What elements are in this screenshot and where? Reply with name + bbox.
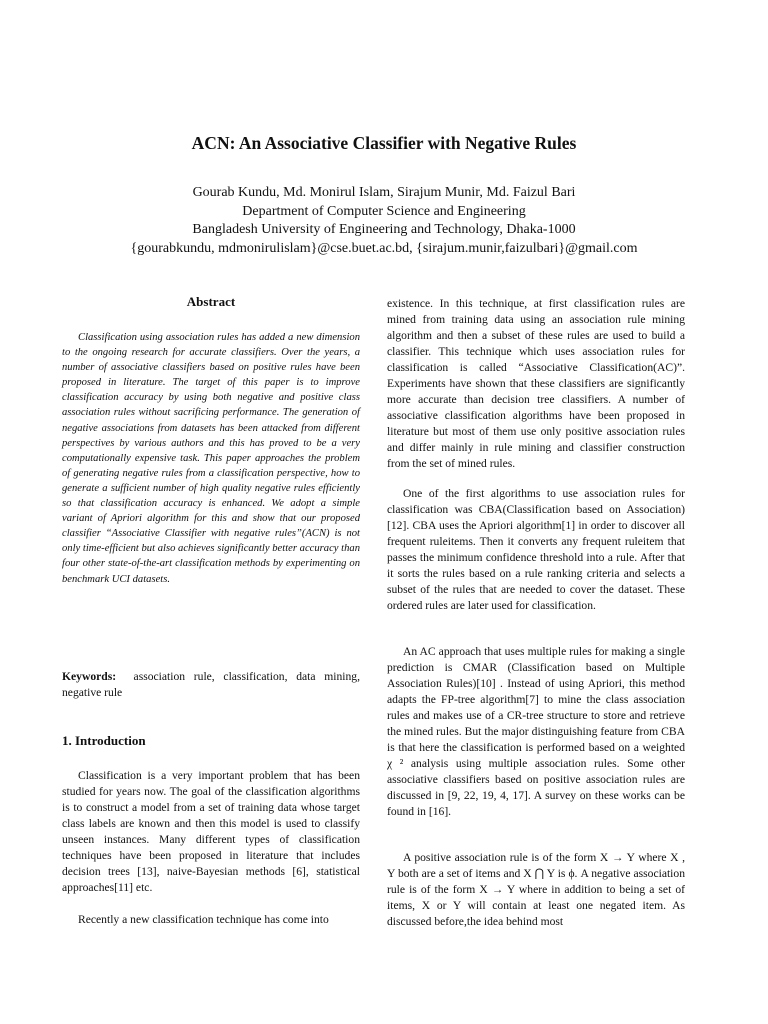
author-names: Gourab Kundu, Md. Monirul Islam, Sirajum Munir, Md. Faizul Bari (192, 185, 576, 200)
author-block (0, 184, 768, 258)
author-emails: {gourabkundu, mdmonirulislam}@cse.buet.ac.bd, {sirajum.munir,faizulbari}@gmail.com (130, 240, 638, 256)
paper-title: ACN: An Associative Classifier with Negative Rules (191, 133, 577, 153)
paragraph: A positive association rule is of the form X → Y where X , Y both are a set of items and X ⋂ Y is ϕ. A negative association rule is of the form X → Y where in addition to being a set of items, X or Y will contain at least one negated item. As discussed before,the idea behind most (387, 851, 685, 928)
paragraph: existence. In this technique, at first classification rules are mined from training data using an association rule mining algorithm and then a subset of these rules are used to build a classifier. This technique which uses association rules for classification is called “Associative Classification(AC)”. Experiments have shown that these classifiers are significantly more accurate than decision tree classifiers. A number of associative classification algorithms have been proposed in literature but most of them use only positive association rules and differ mainly in rule mining and classifier construction from the set of mined rules. (387, 297, 685, 470)
section-heading-introduction: 1. Introduction (62, 733, 146, 748)
abstract-heading: Abstract (186, 294, 236, 309)
keywords-text: association rule, classification, data mining, negative rule (62, 670, 360, 699)
abstract-body: Classification using association rules has added a new dimension to the ongoing research for accurate classifiers. Over the years, a number of associative classifiers based on positive rules have been proposed in literature. The target of this paper is to improve classification accuracy by using both negative and positive class association rules without sacrificing performance. The generation of negative associations from datasets has been attacked from different perspectives by various authors and this has proved to be a very computationally expensive task. This paper approaches the problem of generating negative rules from a classification perspective, how to generate a sufficient number of high quality negative rules efficiently so that classification accuracy is enhanced. We adopt a simple variant of Apriori algorithm for this and show that our proposed classifier “Associative Classifier with negative rules”(ACN) is not only time-efficient but also achieves significantly better accuracy than four other state-of-the-art classification methods by experimenting on benchmark UCI datasets. (62, 332, 360, 585)
department: Department of Computer Science and Engineering (242, 203, 526, 219)
paragraph: Classification is a very important problem that has been studied for years now. The goal of the classification algorithms is to construct a model from a set of training data whose target class labels are known and then this model is used to classify unseen instances. Many different types of classification techniques have been proposed in literature that includes decision trees [13], naive-Bayesian methods [6], statistical approaches[11] etc. (62, 769, 360, 894)
paragraph: An AC approach that uses multiple rules for making a single prediction is CMAR (Classification based on Multiple Association Rules)[10] . Instead of using Apriori, this method adapts the FP-tree algorithm[7] to mine the class association rules and makes use of a CR-tree structure to store and retrieve the mined rules. But the major distinguishing feature from CBA is that here the classification is performed based on a weighted χ ² analysis using multiple association rules. Some other associative classifiers based on positive association rules are discussed in [9, 22, 19, 4, 17]. A survey on these works can be found in [16]. (387, 645, 685, 818)
paragraph: One of the first algorithms to use association rules for classification was CBA(Classification based on Association)[12]. CBA uses the Apriori algorithm[1] in order to discover all frequent ruleitems. Then it converts any frequent ruleitem that passes the minimum confidence threshold into a rule. After that it sorts the rules based on a rule ranking criteria and selects a subset of the rules that are needed to cover the dataset. These ordered rules are later used for classification. (387, 487, 685, 612)
keywords (62, 669, 360, 701)
keywords-label: Keywords: (62, 670, 117, 683)
paragraph: Recently a new classification technique has come into (78, 913, 329, 926)
university: Bangladesh University of Engineering and Technology, Dhaka-1000 (192, 222, 576, 237)
